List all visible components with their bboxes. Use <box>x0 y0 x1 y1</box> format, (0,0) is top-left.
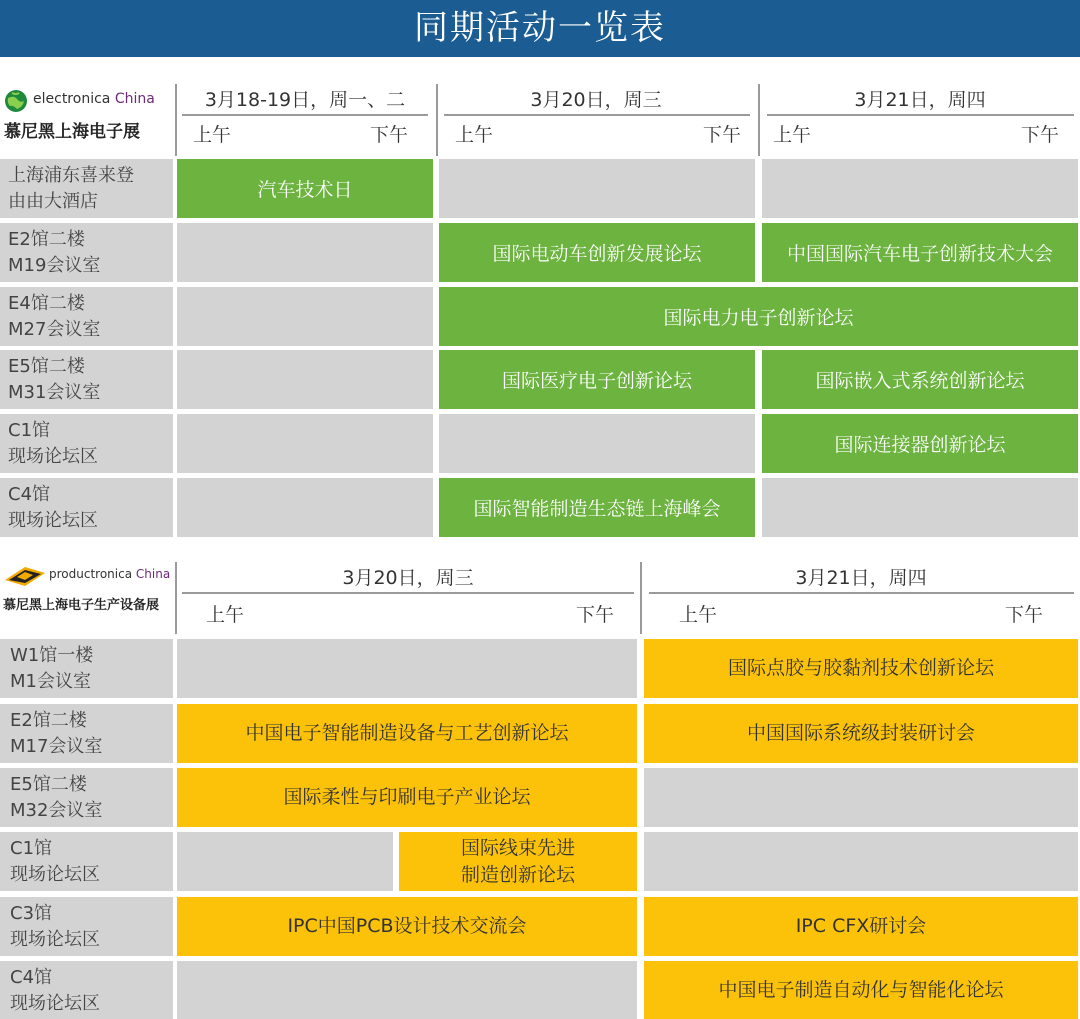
am-label: 上午 <box>206 604 245 626</box>
event-cell: 国际电动车创新发展论坛 <box>439 223 755 282</box>
venue-label: W1馆一楼 M1会议室 <box>0 639 173 698</box>
day-header-date: 3月20日，周三 <box>342 567 474 589</box>
pm-label: 下午 <box>1021 124 1060 146</box>
page-title: 同期活动一览表 <box>414 8 666 48</box>
productronica-brand-text: productronica China <box>49 567 171 581</box>
venue-label: E2馆二楼 M17会议室 <box>0 704 173 763</box>
header-rule <box>767 114 1074 116</box>
productronica-chinese-name: 慕尼黑上海电子生产设备展 <box>3 598 160 613</box>
empty-cell <box>177 478 433 537</box>
header-rule <box>444 114 750 116</box>
venue-label: C3馆 现场论坛区 <box>0 897 173 956</box>
am-label: 上午 <box>455 124 494 146</box>
am-label: 上午 <box>193 124 232 146</box>
empty-cell <box>762 159 1078 218</box>
header-divider <box>175 84 177 156</box>
event-cell: 中国电子智能制造设备与工艺创新论坛 <box>177 704 637 763</box>
event-cell: 国际柔性与印刷电子产业论坛 <box>177 768 637 827</box>
event-cell: 中国电子制造自动化与智能化论坛 <box>644 961 1078 1019</box>
day-header-date: 3月20日，周三 <box>530 89 662 111</box>
header-divider <box>436 84 438 156</box>
event-cell: IPC中国PCB设计技术交流会 <box>177 897 637 956</box>
empty-cell <box>762 478 1078 537</box>
globe-icon <box>4 89 28 113</box>
venue-label: E4馆二楼 M27会议室 <box>0 287 173 346</box>
empty-cell <box>177 639 637 698</box>
empty-cell <box>177 414 433 473</box>
header-rule <box>182 114 428 116</box>
venue-label: E5馆二楼 M32会议室 <box>0 768 173 827</box>
header-rule <box>182 592 634 594</box>
empty-cell <box>177 287 433 346</box>
header-rule <box>649 592 1074 594</box>
empty-cell <box>439 414 755 473</box>
venue-label: C1馆 现场论坛区 <box>0 414 173 473</box>
empty-cell <box>439 159 755 218</box>
day-header-date: 3月21日，周四 <box>795 567 927 589</box>
pm-label: 下午 <box>370 124 409 146</box>
event-cell: 国际电力电子创新论坛 <box>439 287 1078 346</box>
empty-cell <box>177 961 637 1019</box>
am-label: 上午 <box>773 124 812 146</box>
event-cell: 中国国际汽车电子创新技术大会 <box>762 223 1078 282</box>
day-header-date: 3月21日，周四 <box>854 89 986 111</box>
empty-cell <box>177 350 433 409</box>
event-cell: 国际医疗电子创新论坛 <box>439 350 755 409</box>
electronica-chinese-name: 慕尼黑上海电子展 <box>4 122 140 142</box>
venue-label: C4馆 现场论坛区 <box>0 478 173 537</box>
header-divider <box>758 84 760 156</box>
header-divider <box>175 562 177 634</box>
event-cell: 汽车技术日 <box>177 159 433 218</box>
empty-cell <box>644 768 1078 827</box>
electronica-brand-text: electronica China <box>33 91 155 107</box>
event-cell: 国际点胶与胶黏剂技术创新论坛 <box>644 639 1078 698</box>
venue-label: C1馆 现场论坛区 <box>0 832 173 891</box>
pcb-chip-icon <box>3 564 47 588</box>
empty-cell <box>177 832 393 891</box>
event-cell: 国际线束先进 制造创新论坛 <box>399 832 637 891</box>
day-header-date: 3月18-19日，周一、二 <box>204 89 406 111</box>
empty-cell <box>644 832 1078 891</box>
event-cell: 国际嵌入式系统创新论坛 <box>762 350 1078 409</box>
venue-label: E5馆二楼 M31会议室 <box>0 350 173 409</box>
electronica-logo <box>4 84 169 144</box>
pm-label: 下午 <box>703 124 742 146</box>
productronica-logo <box>3 564 173 614</box>
venue-label: E2馆二楼 M19会议室 <box>0 223 173 282</box>
empty-cell <box>177 223 433 282</box>
am-label: 上午 <box>679 604 718 626</box>
pm-label: 下午 <box>576 604 615 626</box>
event-cell: 中国国际系统级封装研讨会 <box>644 704 1078 763</box>
venue-label: C4馆 现场论坛区 <box>0 961 173 1019</box>
event-cell: 国际连接器创新论坛 <box>762 414 1078 473</box>
event-cell: IPC CFX研讨会 <box>644 897 1078 956</box>
event-cell: 国际智能制造生态链上海峰会 <box>439 478 755 537</box>
header-divider <box>640 562 642 634</box>
venue-label: 上海浦东喜来登 由由大酒店 <box>0 159 173 218</box>
pm-label: 下午 <box>1005 604 1044 626</box>
